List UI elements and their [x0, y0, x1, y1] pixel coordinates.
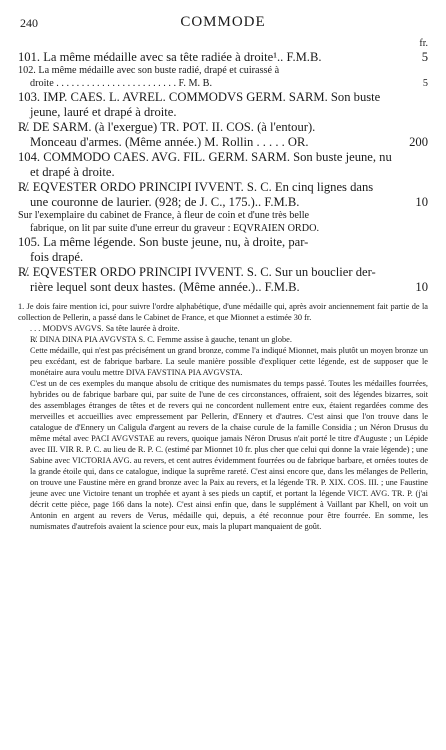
- catalogue-entry: [18, 150, 428, 180]
- entry-line: 105. La même légende. Son buste jeune, nu, à droite, par-: [18, 235, 309, 249]
- entry-price: 5: [421, 50, 428, 64]
- entry-price: 10: [415, 280, 428, 294]
- footnote-paragraph: C'est un de ces exemples du manque absolu de critique des numismates du temps passé. Toutes les médailles fourrées, hybrides ou de fabrique barbare qui, par suite de l'une de ces circonstances, offraient, soit des légendes bizarres, soit des assemblages étranges de têtes et de revers qui ne concordent nullement entre eux, étaient regardées comme des merveilles et accueillies avec empressement par Pellerin, d'Ennery et d'autres. C'est ainsi que l'on trouve dans le catalogue de d'Ennery un Caligula d'argent au revers de la chaise curule de la famille Considia ; un Néron Drusus du même métal avec PACI AVGVSTAE au revers, quoique jamais Néron Drusus n'ait porté le titre d'Auguste ; un Lépide avec III. VIR R. P. C. au lieu de R. P. C. (estimé par Mionnet 10 fr. plus cher que celui qui donne la vraie légende) ; une Sabine avec VICTORIA AVG. au revers, et cent autres évidemment fourrées ou de fabrique barbare, et ornées toutes de la grande étoile qui, dans ce catalogue, indique la suprême rareté. C'est ainsi encore que, dans les mélanges de Pellerin, on trouve une Faustine mère en grand bronze avec la Paix au revers, et la légende TR. P. XIX. COS. III. ; une Faustine jeune avec une Victoire tenant un trophée et ayant à ses pieds un captif, et portant la légende VICT. AVG. TR. P. (j'ai décrit cette pièce, page 166 dans la note). C'est ainsi enfin que, dans le supplément à Vaillant par Khell, on voit un Antonin en argent au revers de Verus, médaille qui, depuis, a été reconnue pour être fourrée. En somme, les numismates d'autrefois avaient la science pour eux, mais la plupart manquaient de goût.: [30, 379, 428, 531]
- entry-line: 103. IMP. CAES. L. AVREL. COMMODVS GERM. SARM. Son buste: [18, 90, 381, 104]
- entry-price: 5: [422, 77, 428, 89]
- catalogue-entry: [18, 120, 428, 150]
- entry-price: 200: [409, 135, 428, 149]
- entry-line: R̸. EQVESTER ORDO PRINCIPI IVVENT. S. C. En cinq lignes dans: [18, 180, 374, 194]
- entry-line: Monceau d'armes. (Même année.) M. Rollin . . . . . OR.: [30, 135, 309, 149]
- footnote-paragraph: R̸. DINA DINA PIA AVGVSTA S. C. Femme assise à gauche, tenant un globe.: [30, 335, 292, 344]
- entry-line: R̸. EQVESTER ORDO PRINCIPI IVVENT. S. C. Sur un bouclier der-: [18, 265, 376, 279]
- catalogue-entries: [18, 50, 428, 295]
- page-title: COMMODE: [180, 14, 266, 30]
- catalogue-entry: [18, 90, 428, 120]
- entry-price: 10: [415, 195, 428, 209]
- footnote-paragraph: . . . MODVS AVGVS. Sa tête laurée à droite.: [30, 324, 180, 333]
- catalogue-entry: [18, 180, 428, 210]
- catalogue-entry: [18, 235, 428, 265]
- entry-line: fabrique, on lit par suite d'une erreur du graveur : EQVRAIEN ORDO.: [30, 222, 319, 234]
- page-header: [18, 14, 428, 36]
- catalogue-entry: [18, 50, 428, 65]
- entry-line: 101. La même médaille avec sa tête radiée à droite¹.. F.M.B.: [18, 50, 322, 64]
- entry-line: et drapé à droite.: [30, 165, 115, 179]
- catalogue-entry: [18, 210, 428, 235]
- entry-line: jeune, lauré et drapé à droite.: [30, 105, 177, 119]
- entry-line: Sur l'exemplaire du cabinet de France, à fleur de coin et d'une très belle: [18, 210, 310, 221]
- entry-line: une couronne de laurier. (928; de J. C., 175.).. F.M.B.: [30, 195, 300, 209]
- entry-line: 102. La même médaille avec son buste radié, drapé et cuirassé à: [18, 65, 280, 76]
- entry-line: droite . . . . . . . . . . . . . . . . . . . . . . . . F. M. B.: [30, 77, 212, 89]
- entry-line: rière lequel sont deux hastes. (Même année.).. F.M.B.: [30, 280, 300, 294]
- footnote-paragraph: Cette médaille, qui n'est pas précisément un grand bronze, comme l'a indiqué Mionnet, mais plutôt un moyen bronze un peu excédant, est de fabrique barbare. La seule manière possible d'expliquer cette légende, est de supposer que le monétaire aura voulu mettre DIVA FAVSTINA PIA AVGVSTA.: [30, 346, 428, 377]
- entry-line: R̸. DE SARM. (à l'exergue) TR. POT. II. COS. (à l'entour).: [18, 120, 316, 134]
- entry-line: 104. COMMODO CAES. AVG. FIL. GERM. SARM. Son buste jeune, nu: [18, 150, 392, 164]
- footnotes: [18, 301, 428, 532]
- footnote-paragraph: 1. Je dois faire mention ici, pour suivre l'ordre alphabétique, d'une médaille qui, après avoir anciennement fait partie de la collection de Pellerin, a passé dans le Cabinet de France, et que Mionnet a estimée 30 fr.: [18, 302, 428, 322]
- page-number: 240: [20, 16, 38, 30]
- catalogue-entry: [18, 265, 428, 295]
- column-header: fr.: [419, 38, 428, 49]
- catalogue-entry: [18, 65, 428, 90]
- entry-line: fois drapé.: [30, 250, 84, 264]
